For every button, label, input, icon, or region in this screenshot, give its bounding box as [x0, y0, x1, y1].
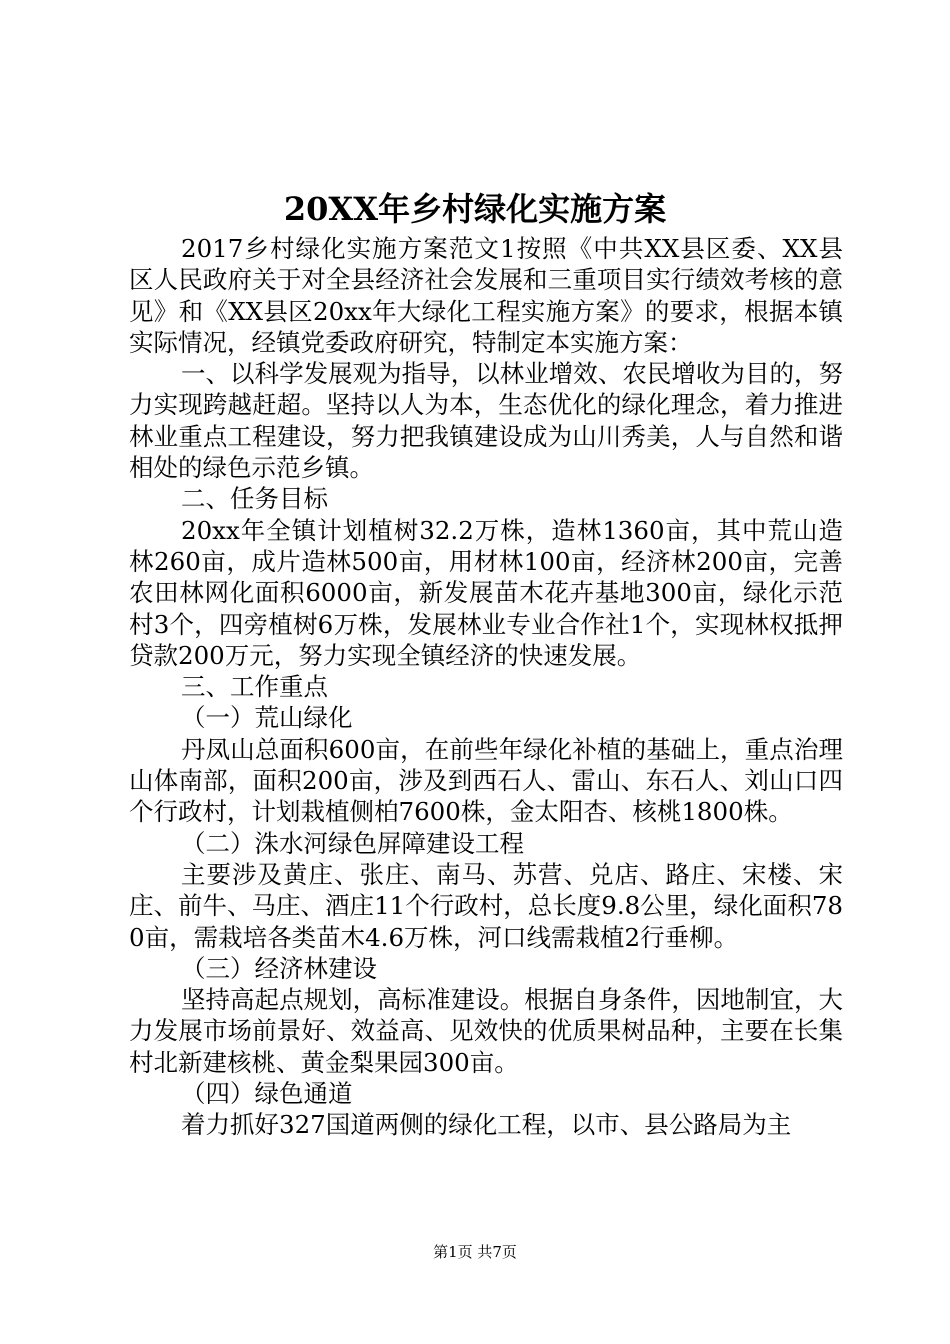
- paragraph-river-barrier: 主要涉及黄庄、张庄、南马、苏营、兑店、路庄、宋楼、宋庄、前牛、马庄、酒庄11个行政村，总长度9.8公里，绿化面积780亩，需栽培各类苗木4.6万株，河口线需栽植2行垂柳。: [129, 859, 843, 952]
- subheading-economic-forest: （三）经济林建设: [181, 953, 377, 983]
- paragraph-green-corridor: 着力抓好327国道两侧的绿化工程，以市、县公路局为主: [181, 1110, 792, 1140]
- paragraph-intro: 2017乡村绿化实施方案范文1按照《中共XX县区委、XX县区人民政府关于对全县经济社会发展和三重项目实行绩效考核的意见》和《XX县区20xx年大绿化工程实施方案》的要求，根据本镇实际情况，经镇党委政府研究，特制定本实施方案：: [129, 234, 843, 357]
- paragraph-economic-forest: 坚持高起点规划，高标准建设。根据自身条件，因地制宜，大力发展市场前景好、效益高、见效快的优质果树品种，主要在长集村北新建核桃、黄金梨果园300亩。: [129, 985, 843, 1077]
- paragraph-task-goals: 20xx年全镇计划植树32.2万株，造林1360亩，其中荒山造林260亩，成片造林500亩，用材林100亩，经济林200亩，完善农田林网化面积6000亩，新发展苗木花卉基地300亩，绿化示范村3个，四旁植树6万株，发展林业专业合作社1个，实现林权抵押贷款200万元，努力实现全镇经济的快速发展。: [129, 515, 843, 670]
- subheading-barren-hills: （一）荒山绿化: [181, 703, 353, 733]
- document-body: [129, 233, 843, 1141]
- heading-task-goals: 二、任务目标: [181, 484, 328, 514]
- page-footer: 第1页 共7页: [433, 1243, 517, 1261]
- heading-work-focus: 三、工作重点: [181, 672, 328, 702]
- paragraph-barren-hills: 丹凤山总面积600亩，在前些年绿化补植的基础上，重点治理山体南部，面积200亩，涉及到西石人、雷山、东石人、刘山口四个行政村，计划栽植侧柏7600株，金太阳杏、核桃1800株。: [129, 734, 843, 827]
- subheading-river-barrier: （二）洙水河绿色屏障建设工程: [181, 828, 524, 858]
- paragraph-guideline: 一、以科学发展观为指导，以林业增效、农民增收为目的，努力实现跨越赶超。坚持以人为本，生态优化的绿化理念，着力推进林业重点工程建设，努力把我镇建设成为山川秀美，人与自然和谐相处的绿色示范乡镇。: [129, 359, 843, 483]
- subheading-green-corridor: （四）绿色通道: [181, 1079, 353, 1109]
- document-title: 20XX年乡村绿化实施方案: [283, 190, 667, 228]
